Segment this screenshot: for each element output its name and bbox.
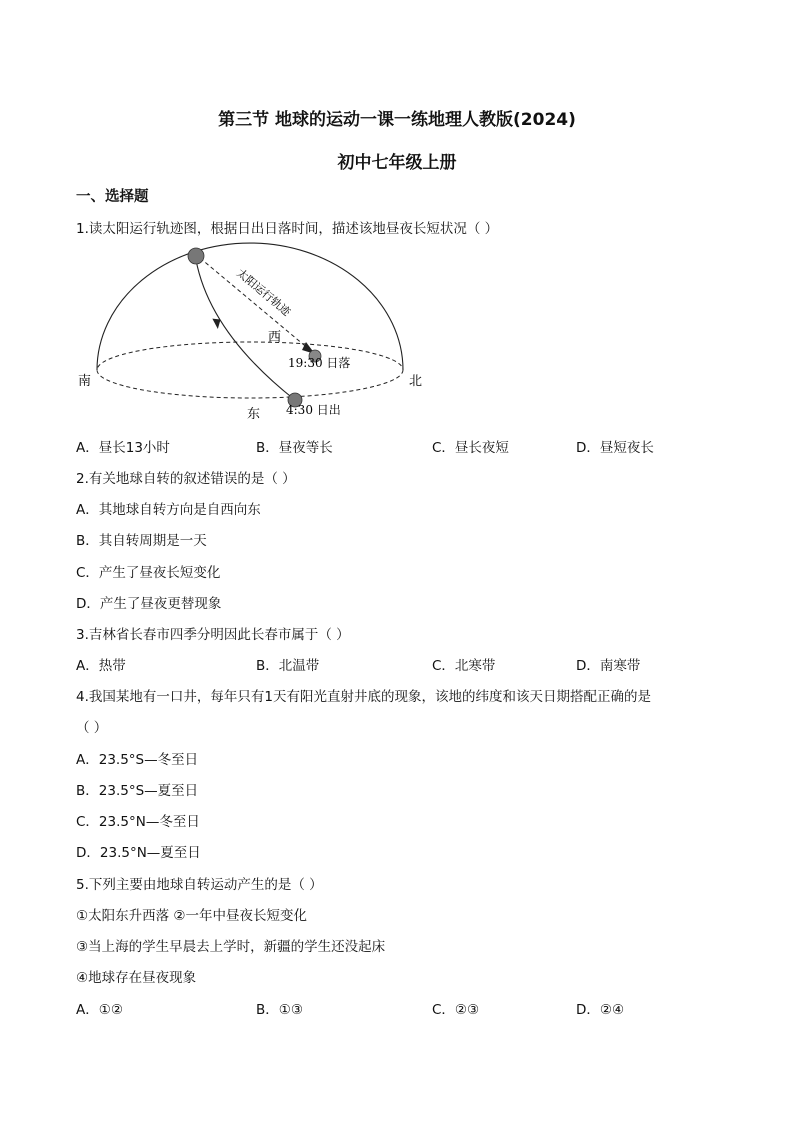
- document-title: 第三节 地球的运动一课一练地理人教版(2024): [218, 110, 576, 130]
- option-b: B．昼夜等长: [256, 440, 333, 456]
- label-sunset: 19:30 日落: [288, 356, 351, 370]
- option-b: B．①③: [256, 1002, 303, 1018]
- sun-path-arrow: [212, 317, 221, 329]
- question-4-stem: 4.我国某地有一口井，每年只有1天有阳光直射井底的现象，该地的纬度和该天日期搭配正确的是: [76, 689, 651, 705]
- option-a: A．昼长13小时: [76, 440, 170, 456]
- question-5-item-1: ①太阳东升西落 ②一年中昼夜长短变化: [76, 908, 307, 924]
- label-west: 西: [268, 330, 282, 345]
- question-4-option-a: A．23.5°S—冬至日: [76, 752, 199, 768]
- question-4-option-c: C．23.5°N—冬至日: [76, 814, 200, 830]
- option-a: A．热带: [76, 658, 126, 674]
- question-2-stem: 2.有关地球自转的叙述错误的是（ ）: [76, 471, 296, 487]
- question-4-option-d: D．23.5°N—夏至日: [76, 845, 201, 861]
- track-dashed-line: [200, 258, 310, 350]
- label-sun-track: 太阳运行轨迹: [234, 266, 293, 319]
- option-b: B．北温带: [256, 658, 320, 674]
- question-2-option-d: D．产生了昼夜更替现象: [76, 596, 222, 612]
- sun-path-svg: [70, 238, 430, 428]
- question-4-option-b: B．23.5°S—夏至日: [76, 783, 199, 799]
- question-3-stem: 3.吉林省长春市四季分明因此长春市属于（ ）: [76, 627, 350, 643]
- question-5-item-2: ③当上海的学生早晨去上学时，新疆的学生还没起床: [76, 939, 386, 955]
- question-4-stem-cont: （ ）: [76, 720, 108, 736]
- sun-top-circle: [188, 248, 204, 264]
- option-a: A．①②: [76, 1002, 123, 1018]
- question-1-stem: 1.读太阳运行轨迹图，根据日出日落时间，描述该地昼夜长短状况（ ）: [76, 221, 499, 237]
- option-d: D．昼短夜长: [576, 440, 654, 456]
- label-north: 北: [409, 374, 423, 389]
- option-d: D．南寒带: [576, 658, 641, 674]
- question-5-stem: 5.下列主要由地球自转运动产生的是（ ）: [76, 877, 323, 893]
- option-d: D．②④: [576, 1002, 625, 1018]
- question-5-item-3: ④地球存在昼夜现象: [76, 970, 197, 986]
- sun-path-diagram: [70, 238, 430, 428]
- question-2-option-a: A．其地球自转方向是自西向东: [76, 502, 261, 518]
- label-east: 东: [247, 407, 261, 422]
- question-2-option-b: B．其自转周期是一天: [76, 533, 207, 549]
- option-c: C．②③: [432, 1002, 480, 1018]
- section-heading: 一、选择题: [76, 189, 149, 205]
- label-sunrise: 4:30 日出: [286, 403, 341, 417]
- document-subtitle: 初中七年级上册: [337, 153, 457, 173]
- option-c: C．昼长夜短: [432, 440, 509, 456]
- option-c: C．北寒带: [432, 658, 496, 674]
- horizon-ellipse: [97, 342, 403, 398]
- question-2-option-c: C．产生了昼夜长短变化: [76, 565, 221, 581]
- label-south: 南: [78, 374, 92, 389]
- sky-dome: [97, 243, 403, 370]
